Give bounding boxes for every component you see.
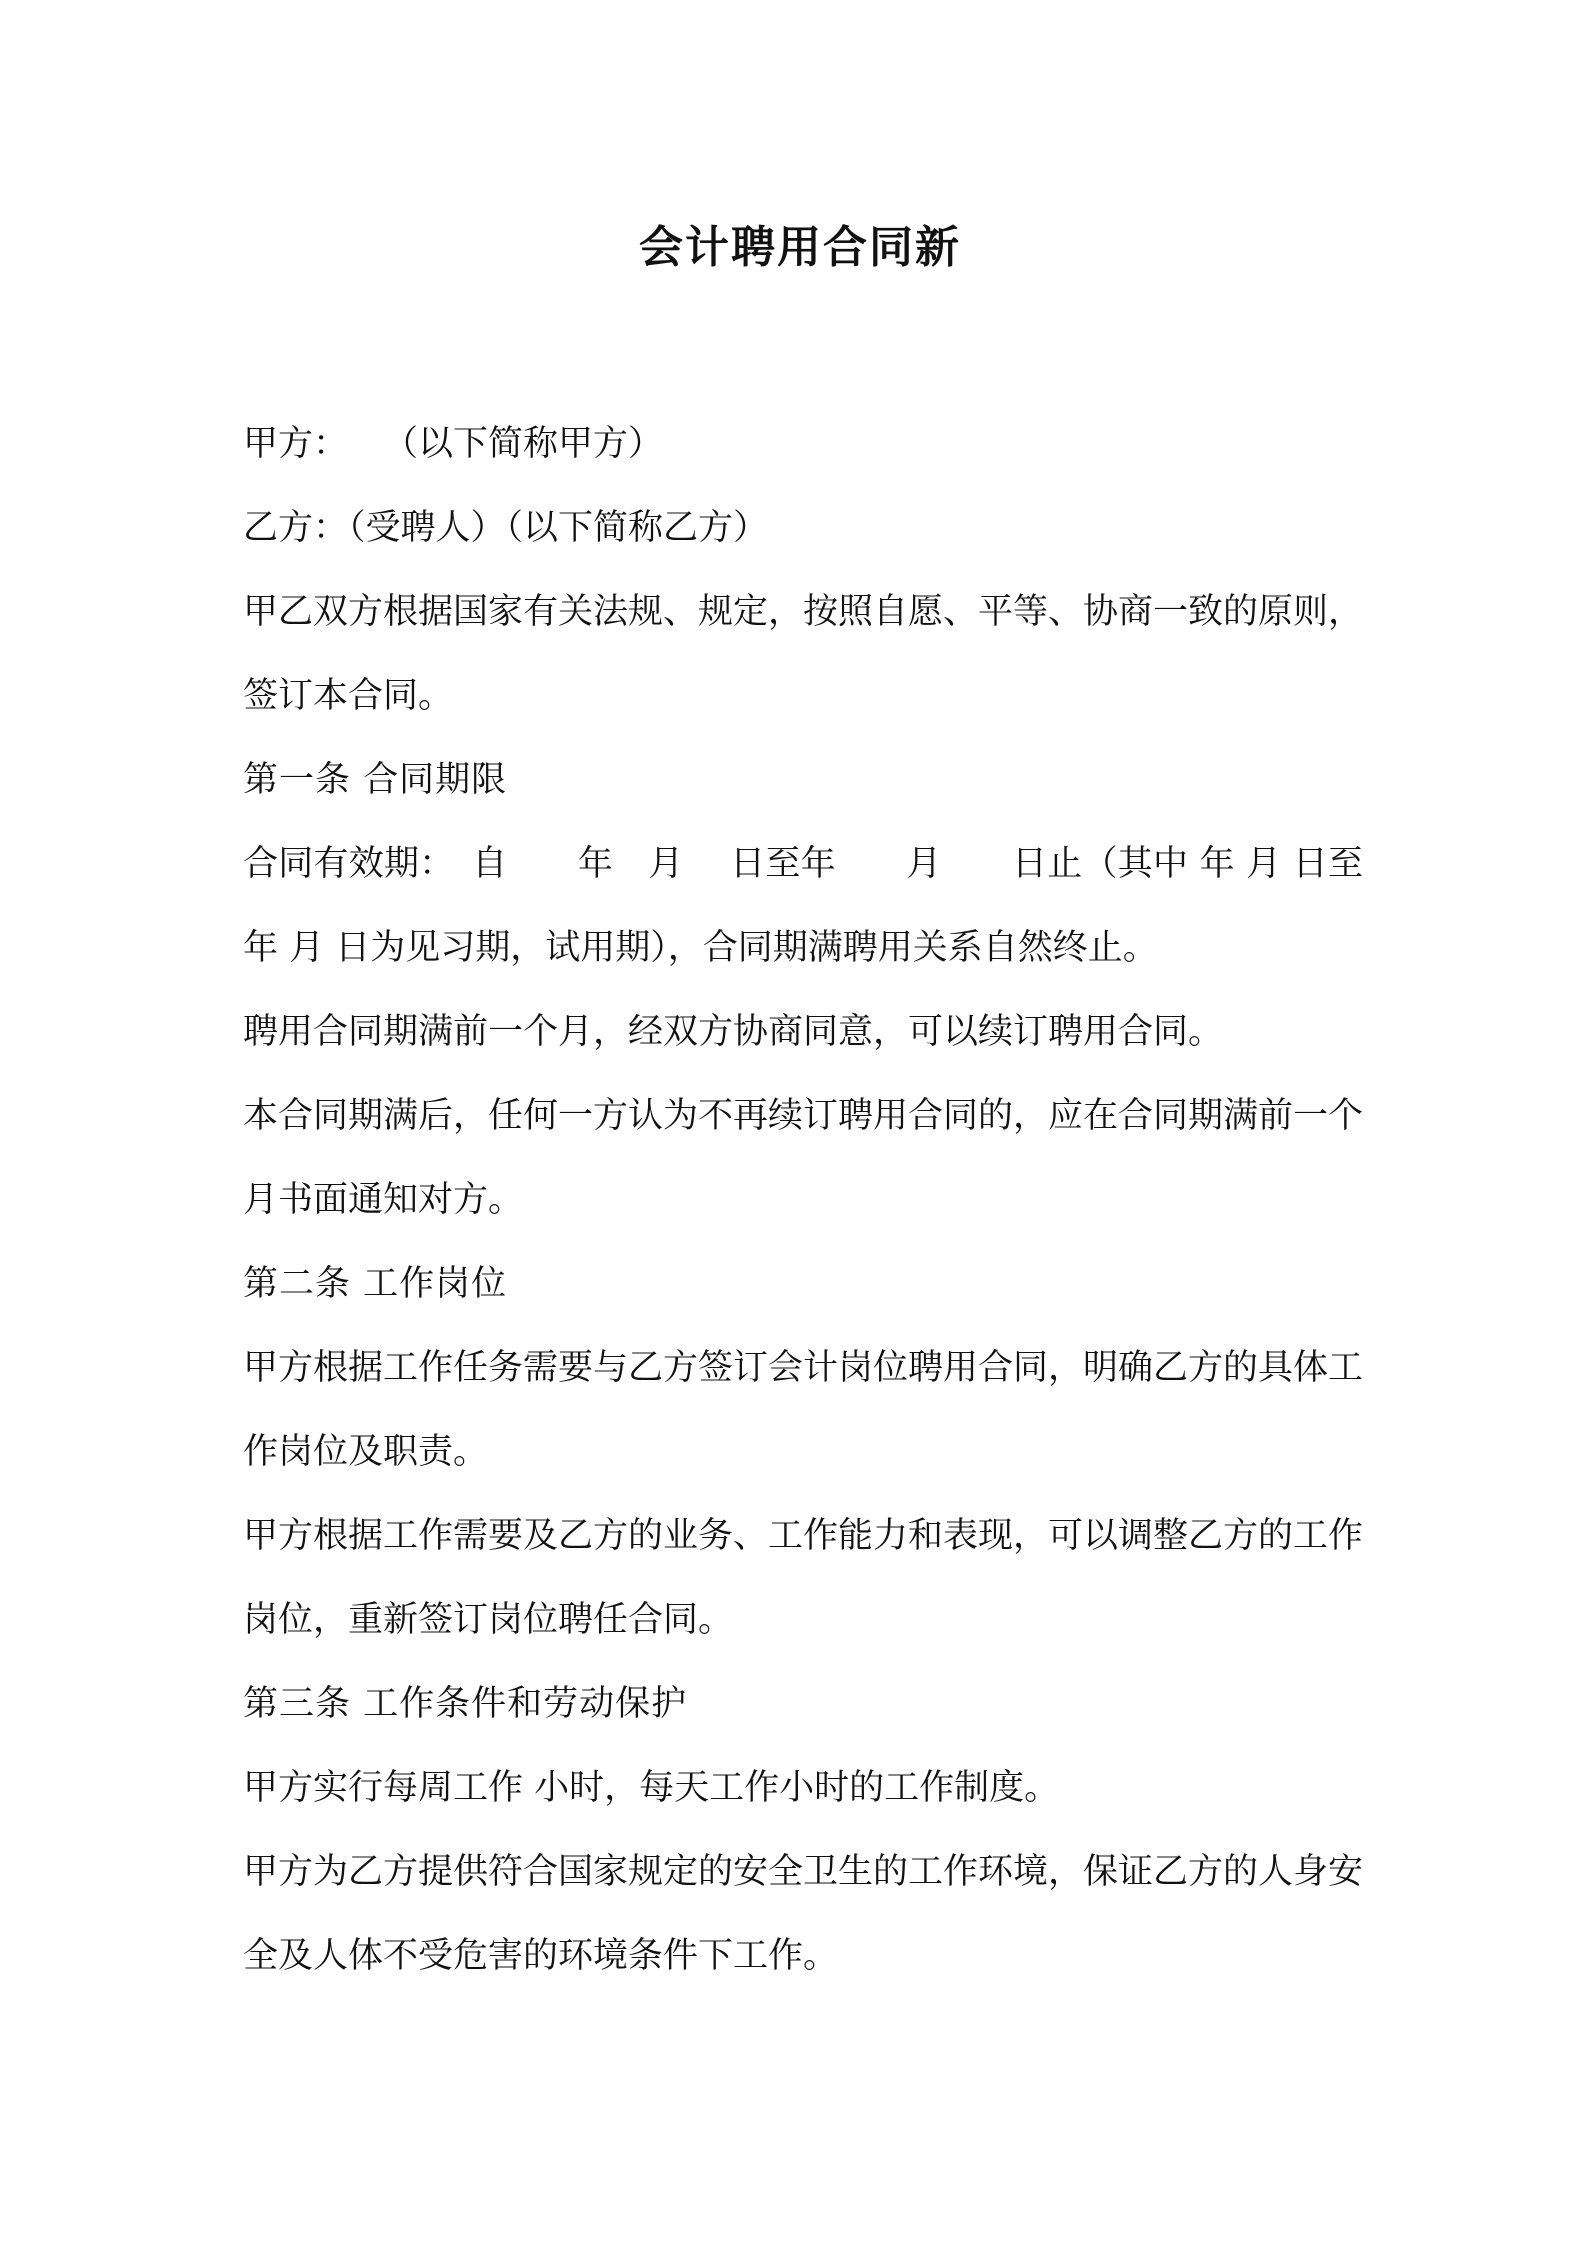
article-3-hours-paragraph: 甲方实行每周工作 小时，每天工作小时的工作制度。: [243, 1768, 1060, 1808]
article-1-heading: 第一条 合同期限: [243, 760, 508, 800]
article-2-heading: 第二条 工作岗位: [243, 1264, 508, 1304]
party-a-line: 甲方： （以下简称甲方）: [243, 424, 664, 464]
article-1-renewal-paragraph: 聘用合同期满前一个月，经双方协商同意，可以续订聘用合同。: [243, 1012, 1224, 1052]
article-1-term-paragraph: 合同有效期： 自 年 月 日至年 月 日止（其中 年 月 日至 年 月 日为见习期，试用期），合同期满聘用关系自然终止。: [243, 844, 1363, 968]
article-2-adjustment-paragraph: 甲方根据工作需要及乙方的业务、工作能力和表现，可以调整乙方的工作岗位，重新签订岗位聘任合同。: [243, 1516, 1364, 1640]
party-b-line: 乙方：（受聘人）（以下简称乙方）: [243, 508, 769, 548]
document-title: 会计聘用合同新: [639, 222, 961, 273]
preamble-paragraph: 甲乙双方根据国家有关法规、规定，按照自愿、平等、协商一致的原则，签订本合同。: [243, 592, 1364, 716]
document-body: [243, 402, 1363, 1998]
article-2-position-paragraph: 甲方根据工作任务需要与乙方签订会计岗位聘用合同，明确乙方的具体工作岗位及职责。: [243, 1348, 1364, 1472]
article-3-safety-paragraph: 甲方为乙方提供符合国家规定的安全卫生的工作环境，保证乙方的人身安全及人体不受危害的环境条件下工作。: [243, 1852, 1364, 1976]
article-1-notice-paragraph: 本合同期满后，任何一方认为不再续订聘用合同的，应在合同期满前一个月书面通知对方。: [243, 1096, 1364, 1220]
article-3-heading: 第三条 工作条件和劳动保护: [243, 1684, 688, 1724]
